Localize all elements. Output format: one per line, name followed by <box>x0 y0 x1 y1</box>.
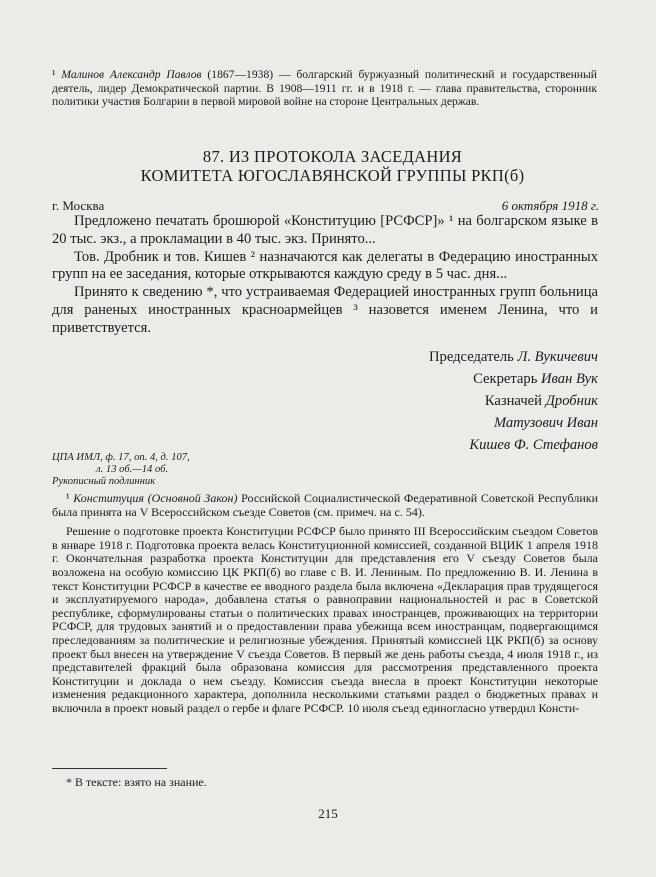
endnotes <box>52 492 598 716</box>
endnote-1-body: Решение о подготовке проекта Конституции РСФСР было принято III Всероссийским съездом Советов в январе 1918 г. Подготовка проекта велась Конституционной комиссией, созданной ВЦИК 1 апреля 1918 г. Окончательная разработка проекта Конституции для представления его V съезду Советов была возложена на особую комиссию ЦК РКП(б) во главе с В. И. Лениным. По предложению В. И. Ленина в текст Конституции РСФСР в качестве ее вводного раздела была включена «Декларация прав трудящегося и эксплуатируемого народа», добавлена статья о равноправии национальностей и рас в Советской республике, сформулированы статьи о политических правах иностранцев, проживающих на территории РСФСР, для трудовых занятий и о предоставлении права убежища всем иностранцам, подвергающимся преследованиям за политические и религиозные убеждения. Принятый комиссией ЦК РКП(б) за основу проект был внесен на утверждение V съезда Советов. В первый же день работы съезда, 4 июля 1918 г., из представителей фракций была образована комиссия для рассмотрения представленного проекта Конституции и доклада о нем съезду. Комиссия съезда внесла в проект Конституции некоторые изменения редакционного характера, дополнила несколькими статьями раздел о бюджетных правах и включила в проект новый раздел о гербе и флаге РСФСР. 10 июля съезд единогласно утвердил Консти- <box>52 524 598 715</box>
document-date: 6 октября 1918 г. <box>501 198 599 213</box>
paragraph-2: Тов. Дробник и тов. Кишев ² назначаются как делегаты в Федерацию иностранных групп на ее заседания, которые открываются каждую среду в 5 час. дня... <box>52 248 598 283</box>
footnote-asterisk: * В тексте: взято на знание. <box>66 775 207 789</box>
footnote-divider <box>52 768 167 769</box>
signature-treasurer: Казначей Дробник <box>484 393 598 409</box>
document-place: г. Москва <box>52 198 105 213</box>
signatures-block <box>429 346 598 456</box>
page-number: 215 <box>318 806 338 821</box>
previous-footnote <box>52 68 597 109</box>
paragraph-3: Принято к сведению *, что устраиваемая Федерацией иностранных групп больница для раненых иностранных красноармейцев ³ назовется именем Ленина, что и приветствуется. <box>52 284 598 336</box>
endnote-1: ¹ Конституция (Основной Закон) Российской Социалистической Федеративной Советской Республики была принята на V Всероссийском съезде Советов (см. примеч. на с. 54). <box>52 491 598 519</box>
title-line-1: 87. ИЗ ПРОТОКОЛА ЗАСЕДАНИЯ <box>202 147 463 166</box>
footnote-text: (1867—1938) — болгарский буржуазный политический и государственный деятель, лидер Демократической партии. В 1908—1911 гг. и в 1918 г. — глава правительства, сторонник политики участия Болгарии в первой мировой войне на стороне Центральных держав. <box>52 68 597 108</box>
document-title <box>60 148 605 185</box>
signature-member-2: Кишев Ф. Стефанов <box>469 437 598 453</box>
footnote-marker: ¹ <box>52 68 56 81</box>
paragraph-1: Предложено печатать брошюрой «Конституцию [РСФСР]» ¹ на болгарском языке в 20 тыс. экз., а прокламации в 40 тыс. экз. Принято... <box>52 213 598 247</box>
signature-chairman: Председатель Л. Вукичевич <box>429 349 598 365</box>
footnote-person-name: Малинов Александр Павлов <box>61 68 202 81</box>
archive-reference: ЦПА ИМЛ, ф. 17, оп. 4, д. 107, л. 13 об.—14 об. Рукописный подлинник <box>52 452 190 487</box>
protocol-body <box>52 213 598 338</box>
signature-member-1: Матузович Иван <box>493 415 598 431</box>
signature-secretary: Секретарь Иван Вук <box>473 371 598 387</box>
title-line-2: КОМИТЕТА ЮГОСЛАВЯНСКОЙ ГРУППЫ РКП(б) <box>140 165 525 185</box>
